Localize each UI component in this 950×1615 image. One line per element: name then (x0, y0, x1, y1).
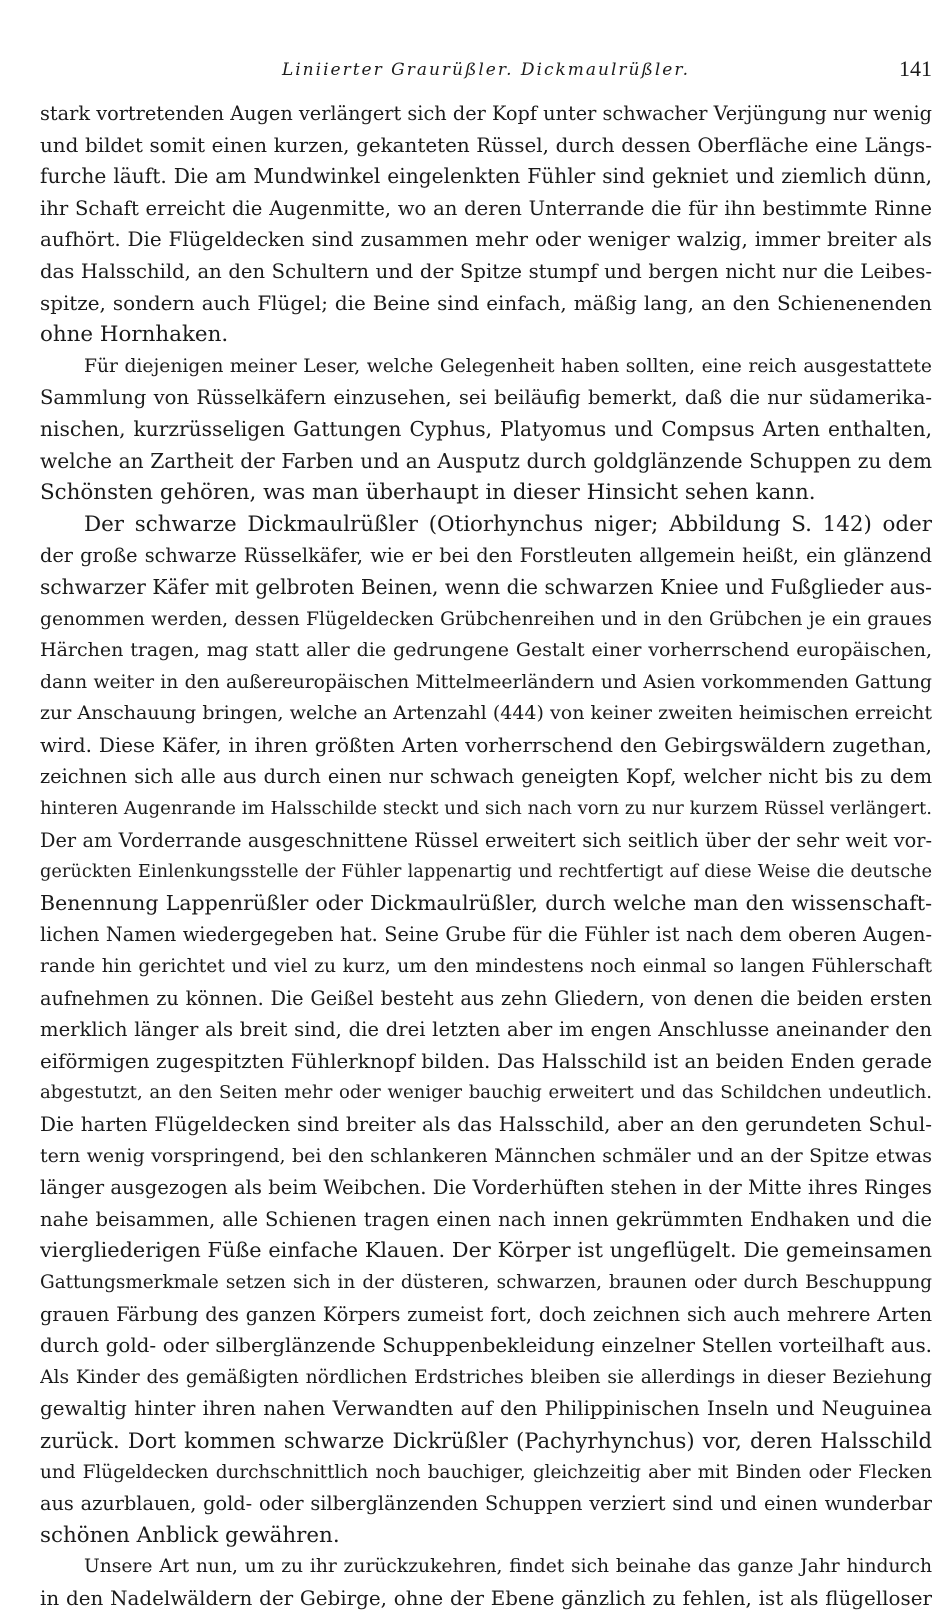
text-line: rande hin gerichtet und viel zu kurz, um den mindestens noch einmal so langen Fühlerschaft (40, 956, 932, 978)
text-line: schönen Anblick gewähren. (40, 1522, 340, 1548)
body-text (40, 98, 932, 1615)
text-line: Sammlung von Rüsselkäfern einzusehen, sei beiläufig bemerkt, daß die nur südamerika- (40, 386, 932, 410)
text-line: länger ausgezogen als beim Weibchen. Die Vorderhüften stehen in der Mitte ihres Ringes (40, 1176, 932, 1200)
text-line: Für diejenigen meiner Leser, welche Gelegenheit haben sollten, eine reich ausgestattete (84, 355, 932, 377)
text-line: aufhört. Die Flügeldecken sind zusammen mehr oder weniger walzig, immer breiter als (40, 228, 932, 252)
text-line: der große schwarze Rüsselkäfer, wie er bei den Forstleuten allgemein heißt, ein glänzend (40, 544, 932, 568)
text-line: zur Anschauung bringen, welche an Artenzahl (444) von keiner zweiten heimischen erreicht (40, 702, 932, 725)
text-line: genommen werden, dessen Flügeldecken Grübchenreihen und in den Grübchen je ein graues (40, 608, 932, 630)
text-line: eiförmigen zugespitzten Fühlerknopf bilden. Das Halsschild ist an beiden Enden gerade (40, 1049, 932, 1073)
text-line: aus azurblauen, gold- oder silberglänzenden Schuppen verziert sind und einen wunderbar (40, 1492, 932, 1516)
text-line: Unsere Art nun, um zu ihr zurückzukehren, findet sich beinahe das ganze Jahr hindurch (84, 1556, 932, 1578)
text-line: Der schwarze Dickmaulrüßler (Otiorhynchus niger; Abbildung S. 142) oder (84, 511, 932, 537)
text-line: nischen, kurzrüsseligen Gattungen Cyphus, Platyomus und Compsus Arten enthalten, (40, 416, 932, 441)
text-line: und Flügeldecken durchschnittlich noch bauchiger, gleichzeitig aber mit Binden oder Flecken (40, 1461, 932, 1483)
text-line: Die harten Flügeldecken sind breiter als das Halsschild, aber an den gerundeten Schul- (40, 1113, 932, 1136)
text-line: gewaltig hinter ihren nahen Verwandten auf den Philippinischen Inseln und Neuguinea (40, 1397, 932, 1421)
text-line: abgestutzt, an den Seiten mehr oder weniger bauchig erweitert und das Schildchen undeutlich. (40, 1082, 932, 1104)
text-line: stark vortretenden Augen verlängert sich der Kopf unter schwacher Verjüngung nur wenig (40, 102, 932, 125)
text-line: zeichnen sich alle aus durch einen nur schwach geneigten Kopf, welcher nicht bis zu dem (40, 765, 932, 789)
text-line: nahe beisammen, alle Schienen tragen einen nach innen gekrümmten Endhaken und die (40, 1207, 932, 1231)
text-line: ihr Schaft erreicht die Augenmitte, wo an deren Unterrande die für ihn bestimmte Rinne (40, 196, 932, 220)
text-line: schwarzer Käfer mit gelbroten Beinen, wenn die schwarzen Kniee und Fußglieder aus- (40, 574, 932, 599)
text-line: Der am Vorderrande ausgeschnittene Rüssel erweitert sich seitlich über der sehr weit vor- (40, 828, 932, 852)
text-line: in den Nadelwäldern der Gebirge, ohne der Ebene gänzlich zu fehlen, ist als flügelloser (40, 1586, 932, 1610)
text-line: Benennung Lappenrüßler oder Dickmaulrüßler, durch welche man den wissenschaft- (40, 890, 932, 915)
text-line: spitze, sondern auch Flügel; die Beine sind einfach, mäßig lang, an den Schienenenden (40, 291, 932, 315)
text-line: welche an Zartheit der Farben und an Ausputz durch goldglänzende Schuppen zu dem (40, 448, 932, 473)
text-line: und bildet somit einen kurzen, gekanteten Rüssel, durch dessen Oberfläche eine Längs- (40, 133, 932, 157)
running-title: Liniierter Graurüßler. Dickmaulrüßler. (281, 60, 691, 80)
text-line: grauen Färbung des ganzen Körpers zumeist fort, doch zeichnen sich auch mehrere Arten (40, 1302, 932, 1326)
page-header (40, 56, 932, 86)
text-line: lichen Namen wiedergegeben hat. Seine Grube für die Fühler ist nach dem oberen Augen- (40, 923, 932, 947)
text-line: aufnehmen zu können. Die Geißel besteht aus zehn Gliedern, von denen die beiden ersten (40, 986, 932, 1010)
text-line: Gattungsmerkmale setzen sich in der düsteren, schwarzen, braunen oder durch Beschuppung (40, 1271, 932, 1293)
text-line: dann weiter in den außereuropäischen Mittelmeerländern und Asien vorkommenden Gattung (40, 671, 932, 693)
text-line: hinteren Augenrande im Halsschilde steckt und sich nach vorn zu nur kurzem Rüssel verlängert. (40, 798, 932, 820)
text-line: durch gold- oder silberglänzende Schuppenbekleidung einzelner Stellen vorteilhaft aus. (40, 1334, 932, 1358)
text-line: Als Kinder des gemäßigten nördlichen Erdstriches bleiben sie allerdings in dieser Beziehung (40, 1366, 932, 1388)
page-number: 141 (899, 56, 932, 81)
text-line: Schönsten gehören, was man überhaupt in dieser Hinsicht sehen kann. (40, 480, 816, 506)
text-line: tern wenig vorspringend, bei den schlankeren Männchen schmäler und an der Spitze etwas (40, 1144, 932, 1167)
text-line: viergliederigen Füße einfache Klauen. Der Körper ist ungeflügelt. Die gemeinsamen (40, 1238, 932, 1263)
text-line: gerückten Einlenkungsstelle der Fühler lappenartig und rechtfertigt auf diese Weise die deutsche (40, 861, 932, 883)
text-line: wird. Diese Käfer, in ihren größten Arten vorherrschend den Gebirgswäldern zugethan, (40, 733, 932, 757)
text-line: zurück. Dort kommen schwarze Dickrüßler (Pachyrhynchus) vor, deren Halsschild (40, 1427, 932, 1453)
text-line: Härchen tragen, mag statt aller die gedrungene Gestalt einer vorherrschend europäischen, (40, 639, 932, 662)
text-line: furche läuft. Die am Mundwinkel eingelenkten Fühler sind gekniet und ziemlich dünn, (40, 164, 932, 189)
text-line: das Halsschild, an den Schultern und der Spitze stumpf und bergen nicht nur die Leibes- (40, 259, 932, 283)
text-line: merklich länger als breit sind, die drei letzten aber im engen Anschlusse aneinander den (40, 1018, 932, 1042)
book-page (40, 56, 932, 1610)
text-line: ohne Hornhaken. (40, 322, 229, 348)
